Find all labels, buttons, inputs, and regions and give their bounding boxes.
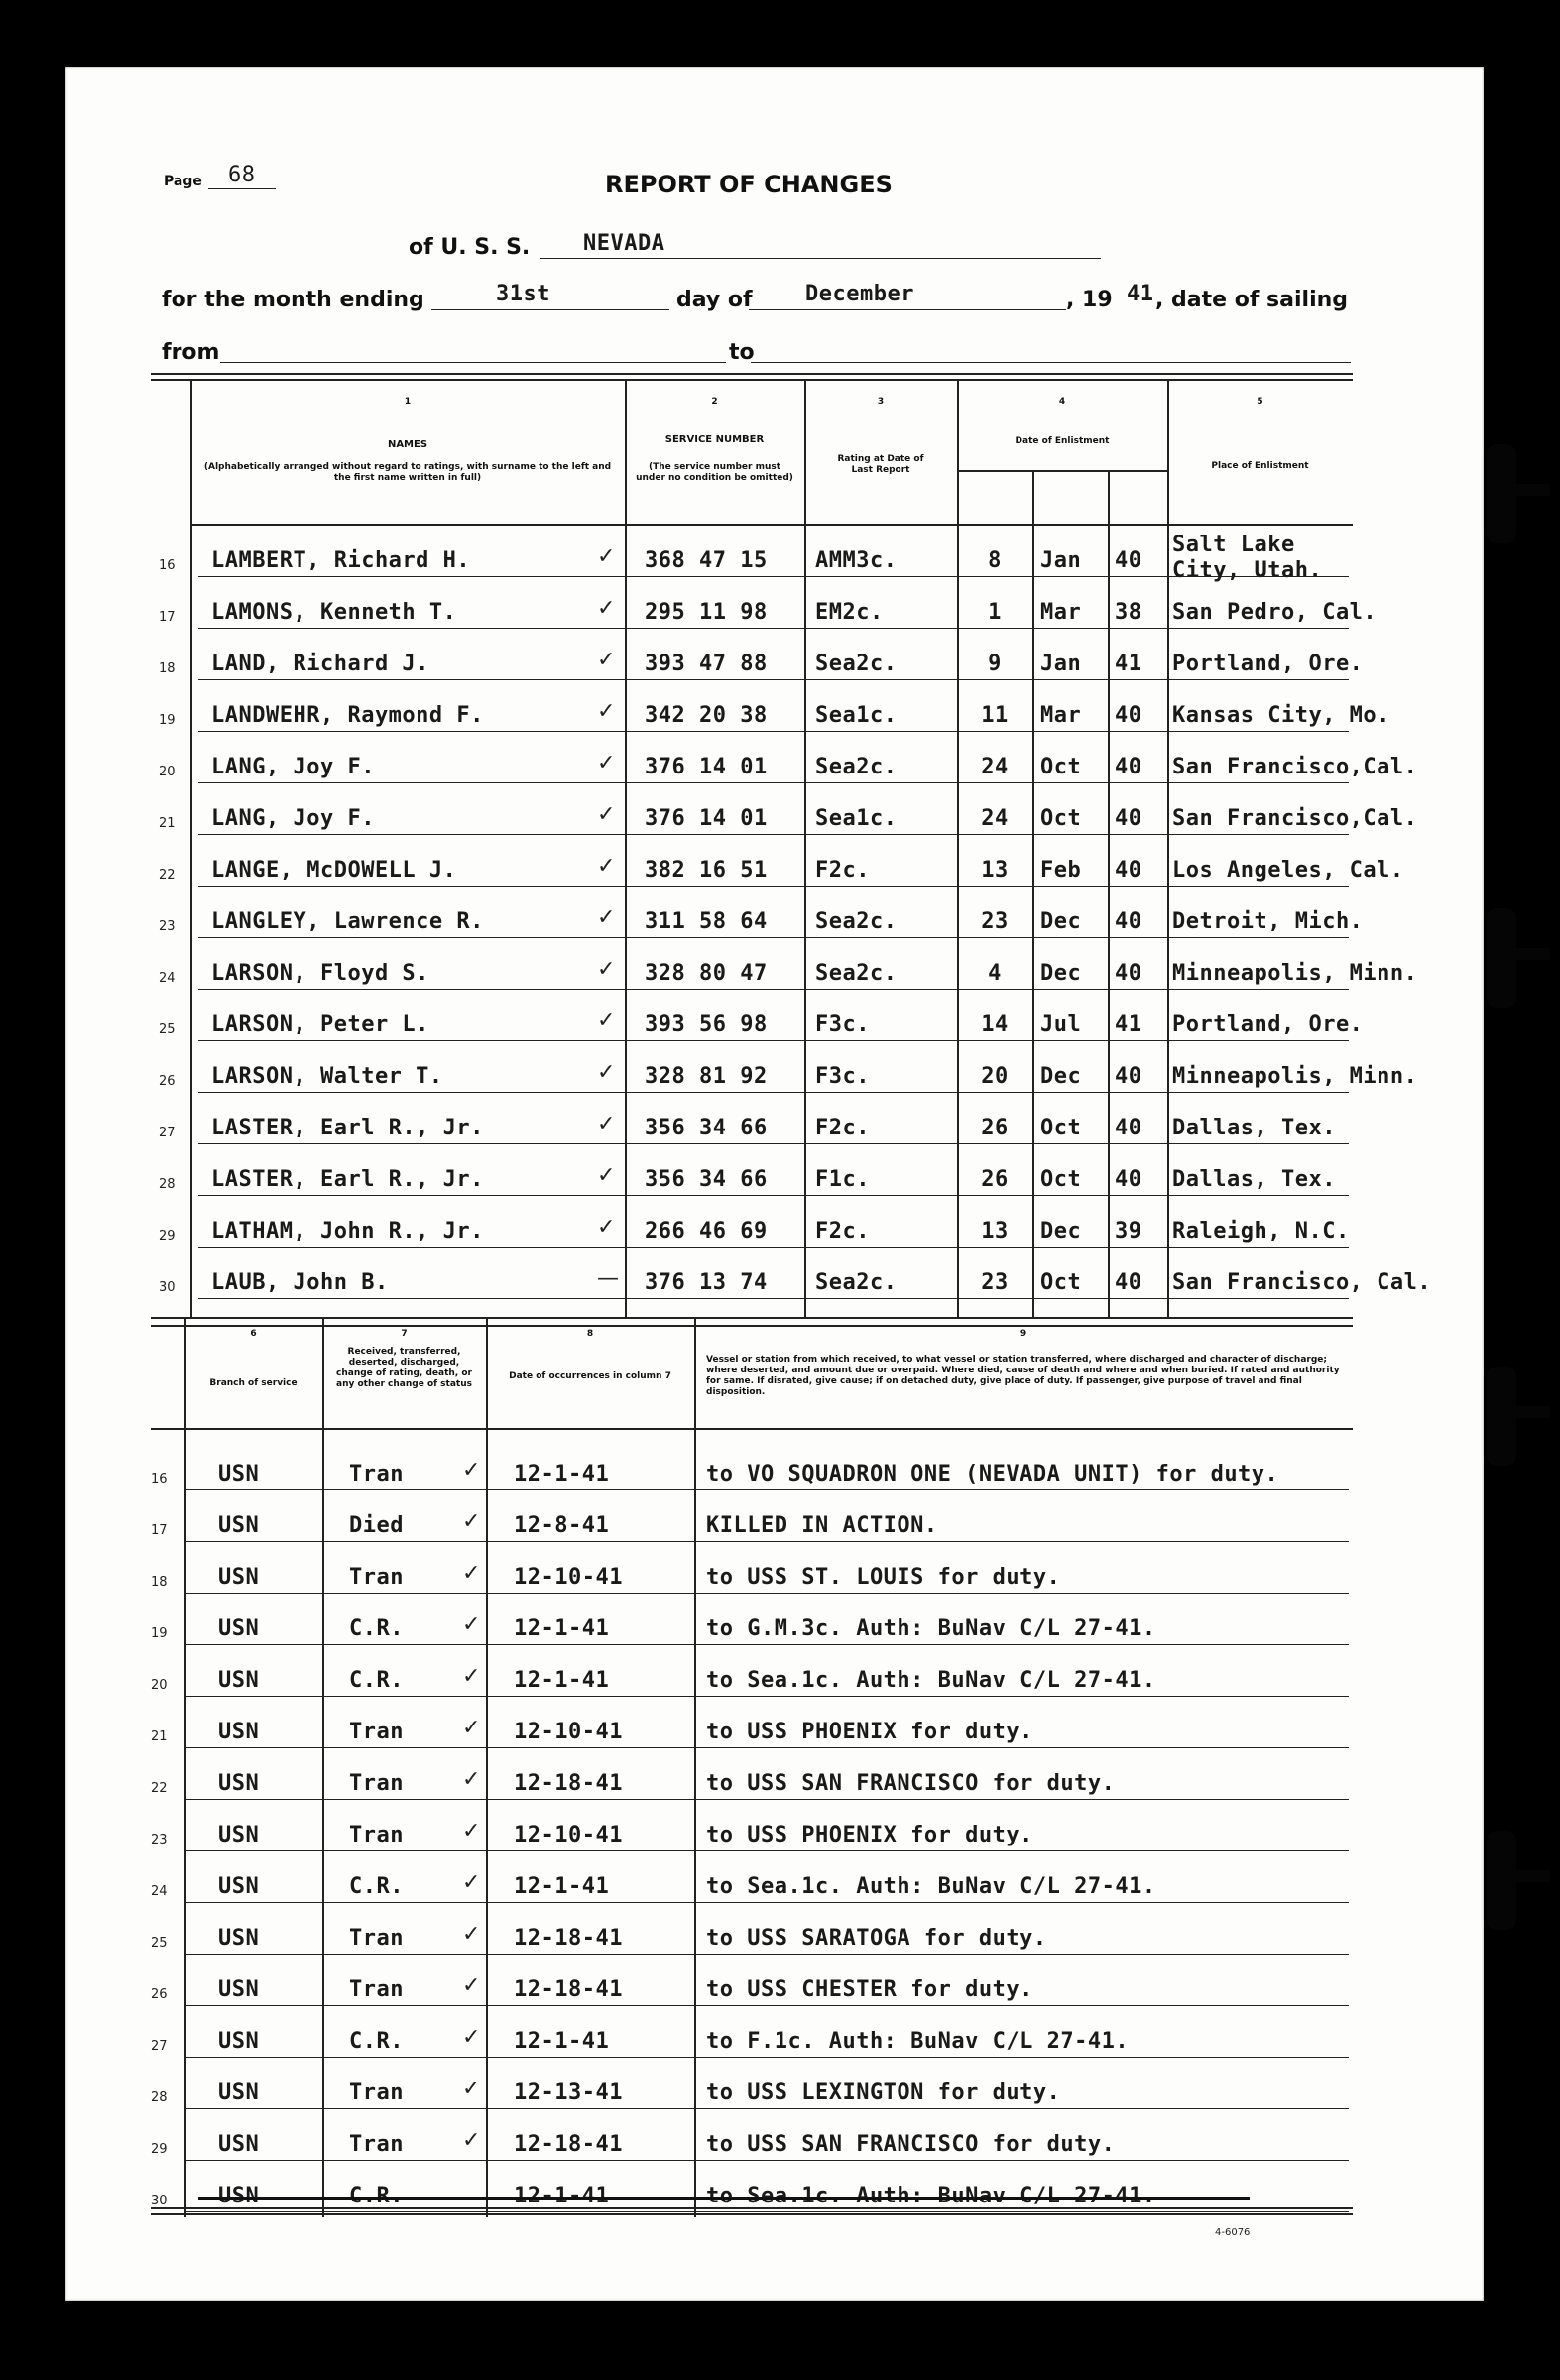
enlist-year-cell: 40 [1115, 1270, 1142, 1295]
remarks-cell: to USS SAN FRANCISCO for duty. [706, 2132, 1116, 2157]
enlist-place-cell: Minneapolis, Minn. [1172, 961, 1418, 986]
row-number: 24 [159, 971, 176, 986]
enlist-year-cell: 40 [1115, 909, 1142, 934]
row-number: 19 [159, 713, 176, 728]
branch-cell: USN [218, 1616, 260, 1641]
enlist-day-cell: 23 [981, 909, 1009, 934]
check-mark: ✓ [597, 596, 616, 621]
occurrence-date-cell: 12-10-41 [514, 1565, 623, 1590]
enlist-year-cell: 40 [1115, 703, 1142, 728]
enlist-month-cell: Dec [1040, 1219, 1082, 1244]
enlist-place-cell-line2: City, Utah. [1172, 558, 1323, 583]
enlist-month-cell: Mar [1040, 703, 1082, 728]
service-number-cell: 368 47 15 [645, 548, 768, 573]
col8-number: 8 [586, 1329, 594, 1339]
branch-cell: USN [218, 1823, 260, 1847]
status-change-cell: Tran [349, 1720, 404, 1744]
check-mark: ✓ [462, 1870, 481, 1895]
enlist-day-cell: 26 [981, 1116, 1009, 1140]
enlist-month-cell: Oct [1040, 1167, 1082, 1192]
status-change-cell: Tran [349, 1926, 404, 1951]
strikethrough-line [198, 2197, 1250, 2200]
row-number: 24 [151, 1884, 168, 1899]
service-number-cell: 328 81 92 [645, 1064, 768, 1089]
row-number: 17 [151, 1523, 168, 1538]
service-number-cell: 376 14 01 [645, 806, 768, 831]
enlist-place-cell: Minneapolis, Minn. [1172, 1064, 1418, 1089]
row-number: 27 [159, 1126, 176, 1140]
day-of-label: day of [676, 288, 753, 312]
col3-title: Rating at Date of Last Report [837, 454, 924, 475]
rating-cell: Sea2c. [815, 652, 898, 676]
rating-cell: Sea1c. [815, 806, 898, 831]
remarks-cell: to USS SAN FRANCISCO for duty. [706, 1771, 1116, 1796]
check-mark: ✓ [597, 1112, 616, 1136]
name-cell: LATHAM, John R., Jr. [211, 1219, 484, 1244]
enlist-place-cell: Portland, Ore. [1172, 652, 1364, 676]
status-change-cell: C.R. [349, 2029, 404, 2054]
remarks-cell: to USS LEXINGTON for duty. [706, 2081, 1061, 2105]
check-mark: ✓ [462, 2025, 481, 2050]
status-change-cell: C.R. [349, 1874, 404, 1899]
col9-number: 9 [1020, 1329, 1027, 1339]
check-mark: ✓ [462, 1973, 481, 1998]
enlist-month-cell: Oct [1040, 1116, 1082, 1140]
binder-tab [1487, 908, 1516, 1008]
row-number: 26 [151, 1987, 168, 2002]
to-label: to [729, 340, 755, 365]
rating-cell: F3c. [815, 1012, 870, 1037]
row-number: 22 [151, 1781, 168, 1796]
enlist-year-cell: 40 [1115, 858, 1142, 883]
status-change-cell: Tran [349, 1565, 404, 1590]
day-value: 31st [496, 282, 550, 306]
occurrence-date-cell: 12-18-41 [514, 2132, 623, 2157]
enlist-day-cell: 26 [981, 1167, 1009, 1192]
remarks-cell: to USS CHESTER for duty. [706, 1977, 1033, 2002]
rating-cell: F3c. [815, 1064, 870, 1089]
check-mark: ✓ [462, 2077, 481, 2101]
rating-cell: Sea2c. [815, 1270, 898, 1295]
row-number: 28 [159, 1177, 176, 1192]
occurrence-date-cell: 12-13-41 [514, 2081, 623, 2105]
row-number: 19 [151, 1626, 168, 1641]
enlist-month-cell: Mar [1040, 600, 1082, 625]
branch-cell: USN [218, 2132, 260, 2157]
branch-cell: USN [218, 1771, 260, 1796]
col1-title: NAMES [387, 439, 428, 450]
enlist-day-cell: 24 [981, 806, 1009, 831]
check-mark: ✓ [597, 1060, 616, 1085]
enlist-day-cell: 20 [981, 1064, 1009, 1089]
col2-note: (The service number must under no condition be omitted) [636, 462, 793, 483]
remarks-cell: KILLED IN ACTION. [706, 1513, 938, 1538]
check-mark: ✓ [462, 1612, 481, 1637]
enlist-place-cell: Detroit, Mich. [1172, 909, 1364, 934]
rating-cell: Sea2c. [815, 755, 898, 779]
from-label: from [162, 340, 220, 365]
occurrence-date-cell: 12-1-41 [514, 1668, 610, 1693]
enlist-month-cell: Jan [1040, 652, 1082, 676]
occurrence-date-cell: 12-1-41 [514, 1462, 610, 1487]
rating-cell: AMM3c. [815, 548, 898, 573]
name-cell: LANG, Joy F. [211, 755, 375, 779]
enlist-day-cell: 8 [988, 548, 1002, 573]
rating-cell: Sea2c. [815, 909, 898, 934]
occurrence-date-cell: 12-10-41 [514, 1720, 623, 1744]
col6-title: Branch of service [209, 1378, 298, 1388]
check-mark: ✓ [462, 1509, 481, 1534]
row-number: 17 [159, 610, 176, 625]
enlist-year-cell: 40 [1115, 548, 1142, 573]
occurrence-date-cell: 12-8-41 [514, 1513, 610, 1538]
binder-tab [1487, 1831, 1516, 1930]
row-number: 22 [159, 868, 176, 883]
occurrence-date-cell: 12-1-41 [514, 2029, 610, 2054]
status-change-cell: C.R. [349, 2184, 404, 2208]
col5-number: 5 [1257, 397, 1263, 407]
enlist-day-cell: 4 [988, 961, 1002, 986]
enlist-place-cell: Los Angeles, Cal. [1172, 858, 1404, 883]
name-cell: LASTER, Earl R., Jr. [211, 1167, 484, 1192]
name-cell: LANG, Joy F. [211, 806, 375, 831]
check-mark: ✓ [597, 802, 616, 827]
check-mark: ✓ [462, 1664, 481, 1689]
status-change-cell: Tran [349, 1977, 404, 2002]
enlist-year-cell: 38 [1115, 600, 1142, 625]
enlist-place-cell: San Francisco,Cal. [1172, 755, 1418, 779]
name-cell: LAMBERT, Richard H. [211, 548, 471, 573]
year-suffix: 41 [1127, 282, 1154, 306]
check-mark: ✓ [597, 751, 616, 775]
enlist-year-cell: 40 [1115, 806, 1142, 831]
enlist-year-cell: 40 [1115, 961, 1142, 986]
page-title: REPORT OF CHANGES [605, 171, 893, 198]
enlist-year-cell: 40 [1115, 1064, 1142, 1089]
enlist-day-cell: 9 [988, 652, 1002, 676]
remarks-cell: to F.1c. Auth: BuNav C/L 27-41. [706, 2029, 1130, 2054]
service-number-cell: 266 46 69 [645, 1219, 768, 1244]
status-change-cell: C.R. [349, 1668, 404, 1693]
col1-number: 1 [404, 397, 412, 407]
enlist-place-cell: Portland, Ore. [1172, 1012, 1364, 1037]
remarks-cell: to Sea.1c. Auth: BuNav C/L 27-41. [706, 1874, 1156, 1899]
branch-cell: USN [218, 1462, 260, 1487]
enlist-place-cell: Dallas, Tex. [1172, 1116, 1336, 1140]
col7-title: Received, transferred, deserted, discharged, change of rating, death, or any other change of status [336, 1347, 472, 1389]
enlist-month-cell: Feb [1040, 858, 1082, 883]
remarks-cell: to Sea.1c. Auth: BuNav C/L 27-41. [706, 2184, 1156, 2208]
binder-tab [1487, 1367, 1516, 1466]
col4-number: 4 [1058, 397, 1066, 407]
remarks-cell: to USS PHOENIX for duty. [706, 1823, 1033, 1847]
branch-cell: USN [218, 1977, 260, 2002]
status-change-cell: C.R. [349, 1616, 404, 1641]
rating-cell: F1c. [815, 1167, 870, 1192]
row-number: 20 [151, 1678, 168, 1693]
remarks-cell: to USS SARATOGA for duty. [706, 1926, 1047, 1951]
check-mark: ✓ [462, 1458, 481, 1483]
row-number: 21 [159, 816, 176, 831]
branch-cell: USN [218, 1926, 260, 1951]
enlist-year-cell: 39 [1115, 1219, 1142, 1244]
row-number: 18 [151, 1575, 168, 1590]
service-number-cell: 311 58 64 [645, 909, 768, 934]
rating-cell: F2c. [815, 858, 870, 883]
branch-cell: USN [218, 1513, 260, 1538]
enlist-month-cell: Dec [1040, 909, 1082, 934]
occurrence-date-cell: 12-18-41 [514, 1926, 623, 1951]
row-number: 29 [159, 1229, 176, 1244]
row-number: 21 [151, 1729, 168, 1744]
enlist-day-cell: 13 [981, 1219, 1009, 1244]
name-cell: LANGLEY, Lawrence R. [211, 909, 484, 934]
service-number-cell: 356 34 66 [645, 1167, 768, 1192]
row-number: 26 [159, 1074, 176, 1089]
enlist-place-cell: San Francisco, Cal. [1172, 1270, 1432, 1295]
name-cell: LARSON, Floyd S. [211, 961, 429, 986]
check-mark: ✓ [597, 1163, 616, 1188]
check-mark: ✓ [597, 1009, 616, 1033]
status-change-cell: Tran [349, 1823, 404, 1847]
service-number-cell: 342 20 38 [645, 703, 768, 728]
enlist-month-cell: Jan [1040, 548, 1082, 573]
enlist-day-cell: 1 [988, 600, 1002, 625]
row-number: 30 [151, 2194, 168, 2208]
check-mark: — [597, 1266, 619, 1291]
name-cell: LAND, Richard J. [211, 652, 429, 676]
row-number: 23 [159, 919, 176, 934]
enlist-place-cell: San Pedro, Cal. [1172, 600, 1378, 625]
binder-tab [1487, 444, 1516, 543]
enlist-year-cell: 41 [1115, 1012, 1142, 1037]
rating-cell: Sea2c. [815, 961, 898, 986]
of-uss-label: of U. S. S. [409, 235, 531, 260]
enlist-place-cell: Raleigh, N.C. [1172, 1219, 1350, 1244]
year-prefix: , 19 [1066, 288, 1113, 312]
col9-title: Vessel or station from which received, to what vessel or station transferred, where discharged and character of discharge; where deserted, and amount due or overpaid. Where died, cause of death and where and when buried. If rated and authority for same. If disrated, give cause; if on detached duty, give place of duty. If passenger, give purpose of travel and final disposition. [706, 1355, 1340, 1397]
enlist-year-cell: 40 [1115, 1167, 1142, 1192]
row-number: 27 [151, 2039, 168, 2054]
name-cell: LAUB, John B. [211, 1270, 389, 1295]
branch-cell: USN [218, 2081, 260, 2105]
row-number: 18 [159, 661, 176, 676]
check-mark: ✓ [597, 854, 616, 879]
enlist-day-cell: 14 [981, 1012, 1009, 1037]
rating-cell: Sea1c. [815, 703, 898, 728]
row-number: 29 [151, 2142, 168, 2157]
enlist-month-cell: Oct [1040, 806, 1082, 831]
row-number: 16 [159, 558, 176, 573]
service-number-cell: 393 47 88 [645, 652, 768, 676]
check-mark: ✓ [597, 1215, 616, 1240]
enlist-day-cell: 11 [981, 703, 1009, 728]
enlist-place-cell: San Francisco,Cal. [1172, 806, 1418, 831]
check-mark: ✓ [462, 1561, 481, 1586]
row-number: 25 [151, 1936, 168, 1951]
enlist-year-cell: 40 [1115, 755, 1142, 779]
check-mark: ✓ [597, 544, 616, 569]
check-mark: ✓ [462, 1716, 481, 1740]
remarks-cell: to G.M.3c. Auth: BuNav C/L 27-41. [706, 1616, 1156, 1641]
check-mark: ✓ [462, 1767, 481, 1792]
enlist-day-cell: 23 [981, 1270, 1009, 1295]
form-number: 4-6076 [1215, 2227, 1251, 2238]
enlist-year-cell: 40 [1115, 1116, 1142, 1140]
status-change-cell: Died [349, 1513, 404, 1538]
row-number: 28 [151, 2090, 168, 2105]
rating-cell: F2c. [815, 1116, 870, 1140]
row-number: 20 [159, 765, 176, 779]
enlist-day-cell: 24 [981, 755, 1009, 779]
service-number-cell: 328 80 47 [645, 961, 768, 986]
row-number: 16 [151, 1472, 168, 1487]
remarks-cell: to Sea.1c. Auth: BuNav C/L 27-41. [706, 1668, 1156, 1693]
enlist-month-cell: Oct [1040, 1270, 1082, 1295]
col2-number: 2 [711, 397, 718, 407]
name-cell: LANDWEHR, Raymond F. [211, 703, 484, 728]
occurrence-date-cell: 12-1-41 [514, 1616, 610, 1641]
check-mark: ✓ [462, 1819, 481, 1844]
branch-cell: USN [218, 2029, 260, 2054]
branch-cell: USN [218, 1720, 260, 1744]
col8-title: Date of occurrences in column 7 [509, 1371, 671, 1381]
enlist-place-cell: Salt Lake [1172, 533, 1295, 557]
row-number: 25 [159, 1022, 176, 1037]
service-number-cell: 382 16 51 [645, 858, 768, 883]
month-label: for the month ending [162, 288, 424, 312]
enlist-place-cell: Dallas, Tex. [1172, 1167, 1336, 1192]
remarks-cell: to VO SQUADRON ONE (NEVADA UNIT) for duty. [706, 1462, 1279, 1487]
month-value: December [805, 282, 914, 306]
service-number-cell: 393 56 98 [645, 1012, 768, 1037]
page-label: Page [164, 174, 202, 189]
check-mark: ✓ [597, 957, 616, 982]
name-cell: LARSON, Peter L. [211, 1012, 429, 1037]
check-mark: ✓ [462, 2128, 481, 2153]
enlist-place-cell: Kansas City, Mo. [1172, 703, 1390, 728]
branch-cell: USN [218, 2184, 260, 2208]
ship-name: NEVADA [583, 231, 665, 256]
branch-cell: USN [218, 1874, 260, 1899]
occurrence-date-cell: 12-18-41 [514, 1977, 623, 2002]
row-number: 30 [159, 1280, 176, 1295]
check-mark: ✓ [597, 905, 616, 930]
check-mark: ✓ [597, 699, 616, 724]
row-number: 23 [151, 1833, 168, 1847]
page-number: 68 [228, 163, 256, 187]
occurrence-date-cell: 12-10-41 [514, 1823, 623, 1847]
service-number-cell: 356 34 66 [645, 1116, 768, 1140]
col3-number: 3 [877, 397, 885, 407]
service-number-cell: 376 14 01 [645, 755, 768, 779]
status-change-cell: Tran [349, 2132, 404, 2157]
branch-cell: USN [218, 1668, 260, 1693]
name-cell: LARSON, Walter T. [211, 1064, 443, 1089]
status-change-cell: Tran [349, 1771, 404, 1796]
col2-title: SERVICE NUMBER [664, 434, 765, 445]
remarks-cell: to USS PHOENIX for duty. [706, 1720, 1033, 1744]
name-cell: LASTER, Earl R., Jr. [211, 1116, 484, 1140]
enlist-year-cell: 41 [1115, 652, 1142, 676]
check-mark: ✓ [597, 648, 616, 672]
occurrence-date-cell: 12-18-41 [514, 1771, 623, 1796]
status-change-cell: Tran [349, 1462, 404, 1487]
enlist-month-cell: Dec [1040, 1064, 1082, 1089]
col4-title: Date of Enlistment [1015, 436, 1110, 446]
col1-note: (Alphabetically arranged without regard to ratings, with surname to the left and the first name written in full) [203, 462, 612, 483]
sailing-label: , date of sailing [1155, 288, 1349, 312]
enlist-month-cell: Oct [1040, 755, 1082, 779]
col5-title: Place of Enlistment [1211, 461, 1309, 471]
rating-cell: F2c. [815, 1219, 870, 1244]
remarks-cell: to USS ST. LOUIS for duty. [706, 1565, 1061, 1590]
occurrence-date-cell: 12-1-41 [514, 2184, 610, 2208]
service-number-cell: 376 13 74 [645, 1270, 768, 1295]
enlist-month-cell: Jul [1040, 1012, 1082, 1037]
occurrence-date-cell: 12-1-41 [514, 1874, 610, 1899]
enlist-day-cell: 13 [981, 858, 1009, 883]
col7-number: 7 [401, 1329, 408, 1339]
name-cell: LAMONS, Kenneth T. [211, 600, 457, 625]
enlist-month-cell: Dec [1040, 961, 1082, 986]
status-change-cell: Tran [349, 2081, 404, 2105]
branch-cell: USN [218, 1565, 260, 1590]
rating-cell: EM2c. [815, 600, 884, 625]
service-number-cell: 295 11 98 [645, 600, 768, 625]
name-cell: LANGE, McDOWELL J. [211, 858, 457, 883]
col6-number: 6 [250, 1329, 257, 1339]
check-mark: ✓ [462, 1922, 481, 1947]
